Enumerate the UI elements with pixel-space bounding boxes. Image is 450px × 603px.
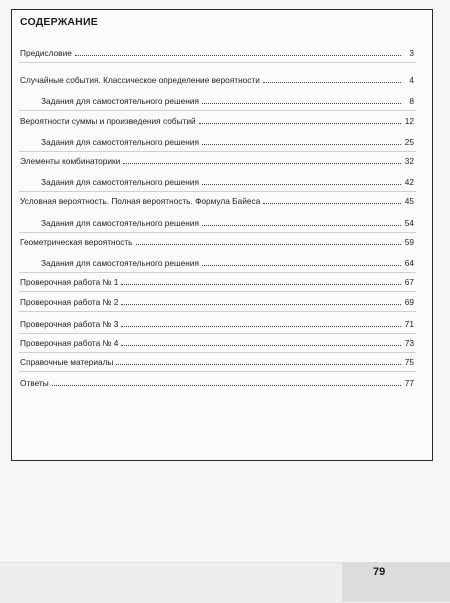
toc-entry-label: Ответы	[20, 378, 49, 388]
toc-entry	[20, 75, 414, 85]
toc-entry	[20, 357, 414, 367]
toc-entry-page: 54	[404, 218, 414, 228]
toc-entry	[20, 378, 414, 388]
separator-line	[19, 62, 416, 63]
contents-title: СОДЕРЖАНИЕ	[20, 16, 98, 28]
table-of-contents	[12, 10, 432, 460]
toc-entry	[20, 237, 414, 247]
toc-subentry	[41, 177, 414, 187]
toc-entry-label: Условная вероятность. Полная вероятность. Формула Байеса	[20, 196, 261, 206]
separator-line	[19, 151, 416, 152]
toc-subentry	[41, 258, 414, 268]
toc-entry-label: Проверочная работа № 4	[20, 338, 119, 348]
dot-leader	[202, 103, 401, 104]
separator-line	[19, 232, 416, 233]
separator-line	[19, 191, 416, 192]
toc-subentry	[41, 137, 414, 147]
toc-entry	[20, 156, 414, 166]
toc-entry-page: 59	[404, 237, 414, 247]
toc-entry-page: 12	[404, 116, 414, 126]
dot-leader	[199, 123, 401, 124]
toc-entry-page: 71	[404, 319, 414, 329]
toc-entry-page: 64	[404, 258, 414, 268]
toc-entry-label: Задания для самостоятельного решения	[41, 218, 199, 228]
toc-entry	[20, 319, 414, 329]
toc-entry	[20, 196, 414, 206]
dot-leader	[263, 203, 401, 204]
toc-entry	[20, 116, 414, 126]
separator-line	[19, 371, 416, 372]
toc-entry	[20, 277, 414, 287]
dot-leader	[121, 345, 401, 346]
toc-entry-page: 45	[404, 196, 414, 206]
toc-entry	[20, 297, 414, 307]
toc-entry-page: 32	[404, 156, 414, 166]
toc-entry-page: 4	[409, 75, 414, 85]
toc-entry-label: Проверочная работа № 3	[20, 319, 119, 329]
toc-entry-page: 75	[404, 357, 414, 367]
toc-entry-label: Задания для самостоятельного решения	[41, 137, 199, 147]
toc-entry	[20, 48, 414, 58]
footer-tab	[342, 562, 450, 602]
dot-leader	[121, 326, 401, 327]
separator-line	[19, 352, 416, 353]
separator-line	[19, 311, 416, 312]
toc-entry-label: Задания для самостоятельного решения	[41, 96, 199, 106]
separator-line	[19, 272, 416, 273]
toc-entry-page: 77	[404, 378, 414, 388]
toc-entry-page: 69	[404, 297, 414, 307]
toc-entry-page: 73	[404, 338, 414, 348]
toc-entry	[20, 338, 414, 348]
toc-entry-page: 25	[404, 137, 414, 147]
dot-leader	[202, 225, 401, 226]
separator-line	[19, 333, 416, 334]
toc-entry-page: 67	[404, 277, 414, 287]
toc-entry-label: Проверочная работа № 1	[20, 277, 119, 287]
separator-line	[19, 291, 416, 292]
toc-entry-label: Проверочная работа № 2	[20, 297, 119, 307]
dot-leader	[202, 265, 401, 266]
toc-entry-page: 3	[409, 48, 414, 58]
dot-leader	[123, 163, 401, 164]
dot-leader	[52, 385, 401, 386]
dot-leader	[121, 304, 401, 305]
dot-leader	[75, 55, 401, 56]
dot-leader	[202, 184, 401, 185]
toc-entry-label: Случайные события. Классическое определение вероятности	[20, 75, 260, 85]
toc-subentry	[41, 218, 414, 228]
dot-leader	[116, 364, 401, 365]
dot-leader	[263, 82, 401, 83]
separator-line	[19, 110, 416, 111]
dot-leader	[136, 244, 402, 245]
toc-subentry	[41, 96, 414, 106]
toc-entry-label: Элементы комбинаторики	[20, 156, 121, 166]
contents-frame	[11, 9, 433, 461]
page-number: 79	[373, 566, 386, 578]
toc-entry-page: 42	[404, 177, 414, 187]
toc-entry-label: Вероятности суммы и произведения событий	[20, 116, 196, 126]
toc-entry-page: 8	[409, 96, 414, 106]
toc-entry-label: Предисловие	[20, 48, 72, 58]
toc-entry-label: Геометрическая вероятность	[20, 237, 133, 247]
toc-entry-label: Справочные материалы	[20, 357, 114, 367]
toc-entry-label: Задания для самостоятельного решения	[41, 258, 199, 268]
dot-leader	[202, 144, 401, 145]
toc-entry-label: Задания для самостоятельного решения	[41, 177, 199, 187]
dot-leader	[121, 284, 401, 285]
